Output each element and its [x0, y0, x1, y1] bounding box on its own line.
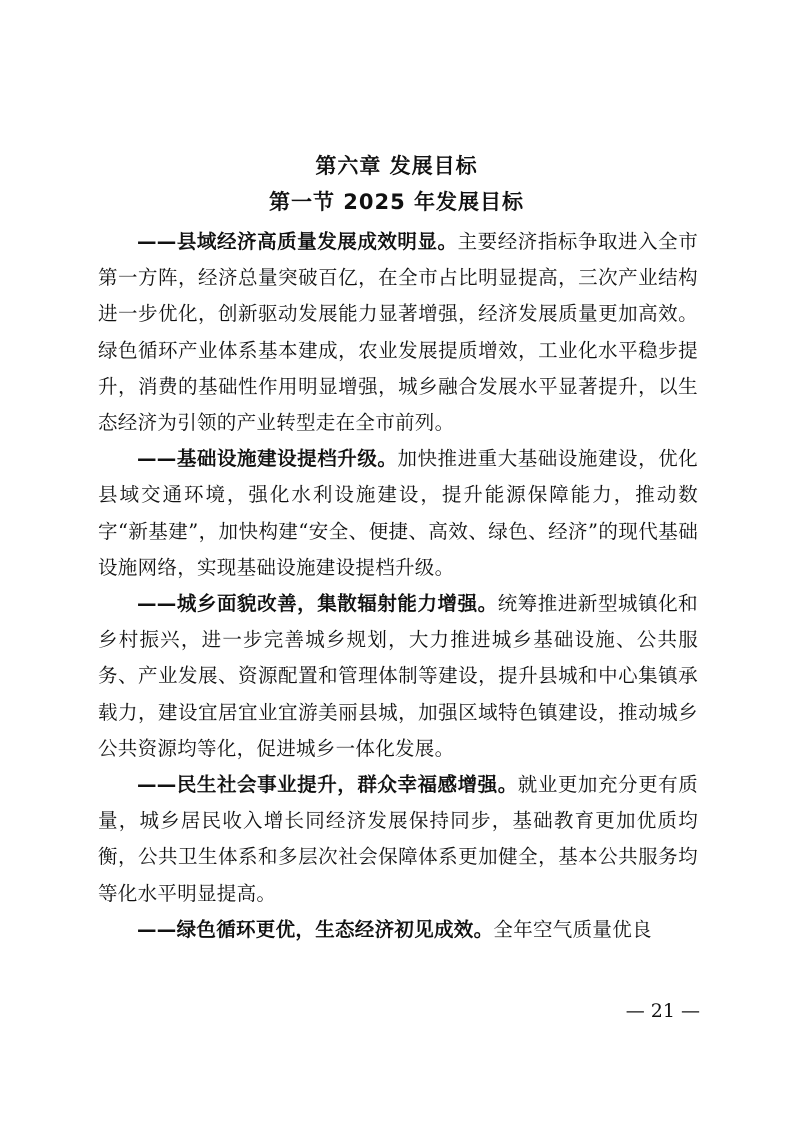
- paragraph-lead: ——县域经济高质量发展成效明显。: [137, 230, 458, 253]
- paragraph-text: 统筹推进新型城镇化和乡村振兴，进一步完善城乡规划，大力推进城乡基础设施、公共服务、产业发展、资源配置和管理体制等建设，提升县城和中心集镇承载力，建设宜居宜业宜游美丽县城，加强区域特色镇建设，推动城乡公共资源均等化，促进城乡一体化发展。: [98, 592, 698, 760]
- paragraph-lead: ——民生社会事业提升，群众幸福感增强。: [137, 773, 518, 797]
- body-text: [98, 224, 698, 948]
- section-title: 第一节 2025 年发展目标: [268, 190, 525, 214]
- paragraph-text: 全年空气质量优良: [493, 917, 652, 941]
- paragraph-infrastructure: [98, 441, 698, 586]
- paragraph-economy: [98, 224, 698, 441]
- paragraph-urban-rural: [98, 586, 698, 767]
- paragraph-text: 加快推进重大基础设施建设，优化县域交通环境，强化水利设施建设，提升能源保障能力，推动数字“新基建”，加快构建“安全、便捷、高效、绿色、经济”的现代基础设施网络，实现基础设施建设提档升级。: [98, 447, 698, 579]
- paragraph-lead: ——基础设施建设提档升级。: [137, 447, 398, 471]
- paragraph-livelihood: [98, 767, 698, 912]
- paragraph-lead: ——绿色循环更优，生态经济初见成效。: [137, 917, 494, 941]
- paragraph-text: 主要经济指标争取进入全市第一方阵，经济总量突破百亿，在全市占比明显提高，三次产业结构进一步优化，创新驱动发展能力显著增强，经济发展质量更加高效。绿色循环产业体系基本建成，农业发展提质增效，工业化水平稳步提升，消费的基础性作用明显增强，城乡融合发展水平显著提升，以生态经济为引领的产业转型走在全市前列。: [98, 230, 698, 435]
- paragraph-green: [98, 912, 698, 948]
- chapter-title: 第六章 发展目标: [315, 154, 478, 178]
- page-number: — 21 —: [625, 1000, 700, 1022]
- paragraph-lead: ——城乡面貌改善，集散辐射能力增强。: [137, 592, 498, 616]
- paragraph-text: 就业更加充分更有质量，城乡居民收入增长同经济发展保持同步，基础教育更加优质均衡，公共卫生体系和多层次社会保障体系更加健全，基本公共服务均等化水平明显提高。: [98, 773, 698, 905]
